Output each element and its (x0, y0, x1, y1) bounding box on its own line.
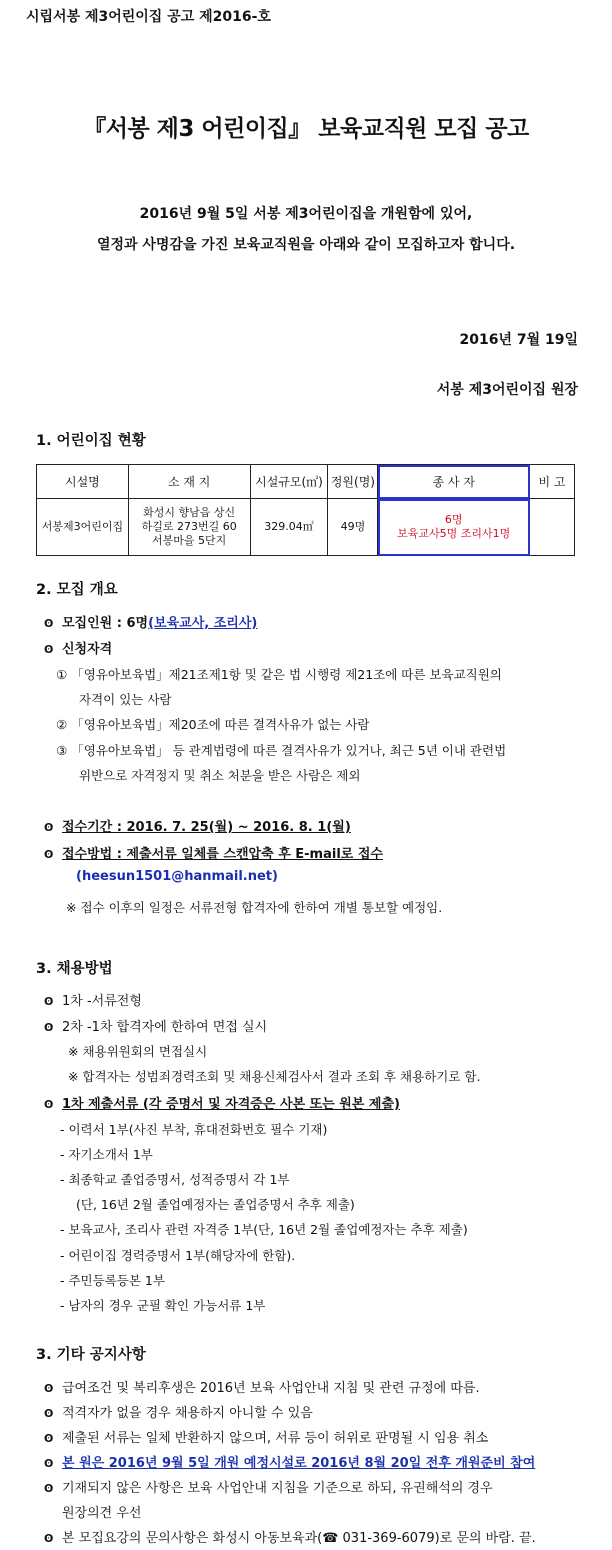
open-circle-bullet-icon: ʘ (44, 1532, 54, 1545)
page-title: 『서봉 제3 어린이집』 보육교직원 모집 공고 (83, 116, 529, 142)
doc-item: - 자기소개서 1부 (60, 1147, 153, 1162)
staff-detail: 보육교사5명 조리사1명 (397, 527, 511, 540)
open-circle-bullet-icon: ʘ (44, 1407, 54, 1420)
table-header: 정원(명) (328, 465, 378, 499)
hiring-note: ※ 합격자는 성범죄경력조회 및 채용신체검사서 결과 조회 후 채용하기로 함. (68, 1069, 481, 1084)
other-item: ʘ 제출된 서류는 일체 반환하지 않으며, 서류 등이 허위로 판명될 시 임용 취소 (44, 1431, 489, 1446)
address-line: 화성시 향남읍 상신 (143, 506, 236, 519)
facility-address (128, 499, 250, 556)
section-heading-status: 1. 어린이집 현황 (36, 433, 146, 449)
staff-cell (378, 499, 530, 556)
notice-number: 시립서봉 제3어린이집 공고 제2016-호 (26, 9, 271, 25)
hiring-step-1: ʘ 1차 -서류전형 (44, 994, 142, 1009)
recruit-count: ʘ 모집인원 : 6명(보육교사, 조리사) (44, 616, 258, 631)
other-item: ʘ 본 모집요강의 문의사항은 화성시 아동보육과(☎ 031-369-6079)로 문의 바람. 끝. (44, 1531, 536, 1546)
open-circle-bullet-icon: ʘ (44, 848, 54, 861)
qualification-3-cont: 위반으로 자격정지 및 취소 처분을 받은 사람은 제외 (79, 768, 361, 783)
facility-name: 서봉제3어린이집 (37, 499, 129, 556)
open-circle-bullet-icon: ʘ (44, 995, 54, 1008)
section-heading-overview: 2. 모집 개요 (36, 582, 118, 598)
other-item: ʘ 적격자가 없을 경우 채용하지 아니할 수 있음 (44, 1406, 313, 1421)
table-header: 소 재 지 (128, 465, 250, 499)
doc-item: - 주민등록등본 1부 (60, 1273, 165, 1288)
open-circle-bullet-icon: ʘ (44, 1432, 54, 1445)
table-row (37, 499, 575, 556)
notice-date: 2016년 7월 19일 (459, 332, 578, 348)
qualification-1-cont: 자격이 있는 사람 (79, 692, 172, 707)
required-docs-label: ʘ 1차 제출서류 (각 증명서 및 자격증은 사본 또는 원본 제출) (44, 1097, 400, 1112)
open-circle-bullet-icon: ʘ (44, 1021, 54, 1034)
doc-item: - 최종학교 졸업증명서, 성적증명서 각 1부 (60, 1172, 290, 1187)
other-item-highlight: ʘ 본 원은 2016년 9월 5일 개원 예정시설로 2016년 8월 20일 전후 개원준비 참여 (44, 1456, 536, 1471)
table-header: 시설명 (37, 465, 129, 499)
open-circle-bullet-icon: ʘ (44, 821, 54, 834)
table-header: 비 고 (530, 465, 575, 499)
doc-item: - 남자의 경우 군필 확인 가능서류 1부 (60, 1298, 266, 1313)
qualification-1: ① 「영유아보육법」제21조제1항 및 같은 법 시행령 제21조에 따른 보육교직원의 (56, 667, 502, 682)
other-item-cont: 원장의견 우선 (62, 1506, 142, 1521)
open-circle-bullet-icon: ʘ (44, 1098, 54, 1111)
address-line: 서봉마을 5단지 (152, 534, 227, 547)
open-circle-bullet-icon: ʘ (44, 617, 54, 630)
staff-total: 6명 (444, 513, 463, 526)
facility-size: 329.04㎡ (250, 499, 328, 556)
application-email[interactable]: (heesun1501@hanmail.net) (76, 869, 278, 884)
section-heading-hiring: 3. 채용방법 (36, 961, 113, 977)
open-circle-bullet-icon: ʘ (44, 1382, 54, 1395)
qualification-2: ② 「영유아보육법」제20조에 따른 결격사유가 없는 사람 (56, 717, 370, 732)
other-item: ʘ 급여조건 및 복리후생은 2016년 보육 사업안내 지침 및 관련 규정에 따름. (44, 1381, 480, 1396)
doc-item: - 이력서 1부(사진 부착, 휴대전화번호 필수 기재) (60, 1122, 328, 1137)
application-method: ʘ 접수방법 : 제출서류 일체를 스캔압축 후 E-mail로 접수 (44, 847, 383, 862)
facility-note (530, 499, 575, 556)
signer: 서봉 제3어린이집 원장 (436, 382, 578, 398)
other-item: ʘ 기재되지 않은 사항은 보육 사업안내 지침을 기준으로 하되, 유권해석의 경우 (44, 1481, 493, 1496)
facility-table (36, 464, 575, 556)
application-period: ʘ 접수기간 : 2016. 7. 25(월) ~ 2016. 8. 1(월) (44, 820, 351, 835)
qualification-label: ʘ 신청자격 (44, 642, 113, 657)
intro-line-2: 열정과 사명감을 가진 보육교직원을 아래와 같이 모집하고자 합니다. (96, 237, 516, 253)
doc-item: - 보육교사, 조리사 관련 자격증 1부(단, 16년 2월 졸업예정자는 추후 제출) (60, 1222, 468, 1237)
schedule-note: ※ 접수 이후의 일정은 서류전형 합격자에 한하여 개별 통보할 예정임. (66, 900, 443, 915)
open-circle-bullet-icon: ʘ (44, 1457, 54, 1470)
open-circle-bullet-icon: ʘ (44, 1482, 54, 1495)
table-header-staff: 종 사 자 (378, 465, 530, 499)
qualification-3: ③ 「영유아보육법」 등 관계법령에 따른 결격사유가 있거나, 최근 5년 이내 관련법 (56, 743, 507, 758)
hiring-step-2: ʘ 2차 -1차 합격자에 한하여 면접 실시 (44, 1020, 268, 1035)
intro-line-1: 2016년 9월 5일 서봉 제3어린이집을 개원함에 있어, (139, 206, 473, 222)
doc-item: - 어린이집 경력증명서 1부(해당자에 한함). (60, 1248, 296, 1263)
hiring-note: ※ 채용위원회의 면접실시 (68, 1044, 208, 1059)
section-heading-other: 3. 기타 공지사항 (36, 1347, 146, 1363)
address-line: 하길로 273번길 60 (141, 520, 237, 533)
table-header: 시설규모(㎡) (250, 465, 328, 499)
open-circle-bullet-icon: ʘ (44, 643, 54, 656)
table-header-row (37, 465, 575, 499)
facility-capacity: 49명 (328, 499, 378, 556)
doc-item: (단, 16년 2월 졸업예정자는 졸업증명서 추후 제출) (76, 1197, 355, 1212)
